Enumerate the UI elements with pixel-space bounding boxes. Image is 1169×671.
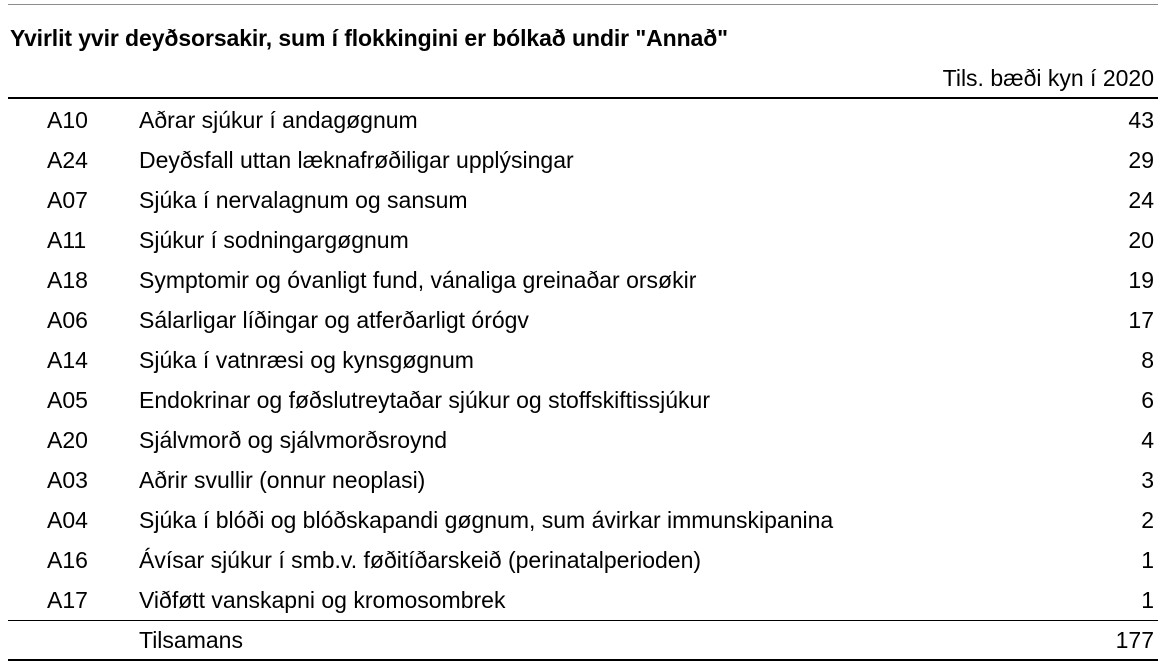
row-label: Sálarligar líðingar og atferðarligt órógv [139, 307, 529, 333]
table-row [0, 420, 1169, 460]
row-code: A20 [47, 427, 88, 453]
row-code: A07 [47, 187, 88, 213]
total-label: Tilsamans [139, 627, 243, 653]
row-label: Aðrir svullir (onnur neoplasi) [139, 467, 426, 493]
total-row [0, 620, 1169, 660]
row-value: 24 [1128, 187, 1154, 213]
row-label: Sjúkur í sodningargøgnum [139, 227, 409, 253]
table-row [0, 260, 1169, 300]
row-code: A11 [47, 227, 87, 253]
row-label: Sjúka í nervalagnum og sansum [139, 187, 468, 213]
row-code: A06 [47, 307, 88, 333]
row-value: 29 [1128, 147, 1154, 173]
table-row [0, 460, 1169, 500]
row-label: Symptomir og óvanligt fund, vánaliga greinaðar orsøkir [139, 267, 697, 293]
row-value: 43 [1128, 107, 1154, 133]
row-label: Ávísar sjúkur í smb.v. føðitíðarskeið (perinatalperioden) [139, 547, 702, 573]
row-value: 6 [1141, 387, 1154, 413]
table-title: Yvirlit yvir deyðsorsakir, sum í flokkingini er bólkað undir "Annað" [10, 25, 728, 51]
table-row [0, 500, 1169, 540]
row-code: A18 [47, 267, 88, 293]
row-code: A04 [47, 507, 88, 533]
table-body [0, 100, 1169, 620]
table-row [0, 300, 1169, 340]
row-label: Deyðsfall uttan læknafrøðiligar upplýsingar [139, 147, 574, 173]
column-header-total: Tils. bæði kyn í 2020 [942, 65, 1154, 91]
row-code: A10 [47, 107, 88, 133]
row-label: Endokrinar og føðslutreytaðar sjúkur og stoffskiftissjúkur [139, 387, 710, 413]
table-row [0, 540, 1169, 580]
row-code: A24 [47, 147, 88, 173]
row-label: Viðføtt vanskapni og kromosombrek [139, 587, 506, 613]
table-row [0, 180, 1169, 220]
table-row [0, 100, 1169, 140]
row-code: A03 [47, 467, 88, 493]
row-value: 4 [1141, 427, 1154, 453]
table-row [0, 580, 1169, 620]
row-code: A14 [47, 347, 88, 373]
top-divider [8, 4, 1158, 5]
row-value: 8 [1141, 347, 1154, 373]
row-value: 2 [1141, 507, 1154, 533]
row-label: Sjúka í vatnræsi og kynsgøgnum [139, 347, 474, 373]
table-row [0, 340, 1169, 380]
row-value: 1 [1141, 587, 1154, 613]
table-row [0, 220, 1169, 260]
row-value: 17 [1128, 307, 1154, 333]
total-value: 177 [1115, 627, 1154, 653]
bottom-divider [8, 659, 1158, 661]
row-label: Sjúka í blóði og blóðskapandi gøgnum, sum ávirkar immunskipanina [139, 507, 834, 533]
row-value: 3 [1141, 467, 1154, 493]
row-code: A05 [47, 387, 88, 413]
row-code: A16 [47, 547, 88, 573]
row-value: 1 [1141, 547, 1154, 573]
table-row [0, 380, 1169, 420]
row-label: Aðrar sjúkur í andagøgnum [139, 107, 418, 133]
table-row [0, 140, 1169, 180]
row-code: A17 [47, 587, 88, 613]
row-value: 19 [1128, 267, 1154, 293]
row-value: 20 [1128, 227, 1154, 253]
row-label: Sjálvmorð og sjálvmorðsroynd [139, 427, 448, 453]
header-divider [8, 97, 1158, 99]
